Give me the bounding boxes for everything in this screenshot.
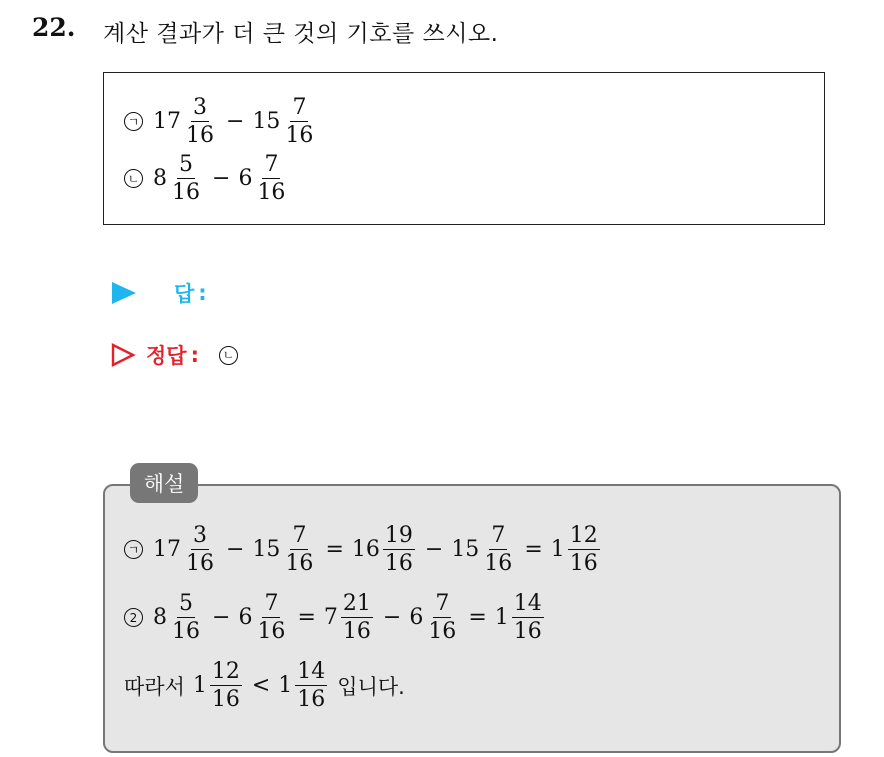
explanation-line-2: 2 8 $\frac{5}{16}$ − 6 $\frac{7}{16}$ = 7 $\frac{21}{16}$ − 6 $\frac{7}{16}$ = 1 $\frac{14}{16}$ [124, 590, 546, 645]
outline-triangle-icon [110, 342, 136, 368]
explanation-line-1: ㄱ 17 $\frac{3}{16}$ − 15 $\frac{7}{16}$ = 16 $\frac{19}{16}$ − 15 $\frac{7}{16}$ = 1 $\frac{12}{16}$ [124, 522, 602, 577]
question-number: 22. [32, 13, 76, 42]
answer-label: 답 [174, 282, 195, 306]
answer-colon: : [198, 281, 207, 305]
circled-symbol-icon: ㄱ [124, 540, 143, 559]
correct-label: 정답 [146, 344, 187, 368]
circled-number-icon: 2 [124, 608, 143, 627]
correct-colon: : [190, 343, 199, 367]
explanation-conclusion: 따라서 1 $\frac{12}{16}$ < 1 $\frac{14}{16}$ 입니다. [124, 659, 405, 712]
fraction: $\frac{5}{16}$ [172, 152, 200, 205]
problem-item-1: ㄱ 17 $\frac{3}{16}$ − 15 $\frac{7}{16}$ [124, 94, 317, 149]
correct-value-icon: ㄴ [219, 346, 238, 365]
circled-symbol-icon: ㄱ [124, 112, 143, 131]
explanation-tab: 해설 [130, 463, 198, 503]
question-text: 계산 결과가 더 큰 것의 기호를 쓰시오. [103, 21, 499, 47]
fraction: $\frac{7}{16}$ [285, 95, 314, 148]
fraction: $\frac{3}{16}$ [186, 95, 214, 148]
correct-answer-row [110, 340, 248, 370]
play-triangle-icon [112, 282, 136, 304]
problem-item-2: ㄴ 8 $\frac{5}{16}$ − 6 $\frac{7}{16}$ [124, 151, 289, 206]
answer-row [112, 278, 207, 308]
circled-symbol-icon: ㄴ [124, 169, 143, 188]
fraction: $\frac{7}{16}$ [257, 152, 286, 205]
